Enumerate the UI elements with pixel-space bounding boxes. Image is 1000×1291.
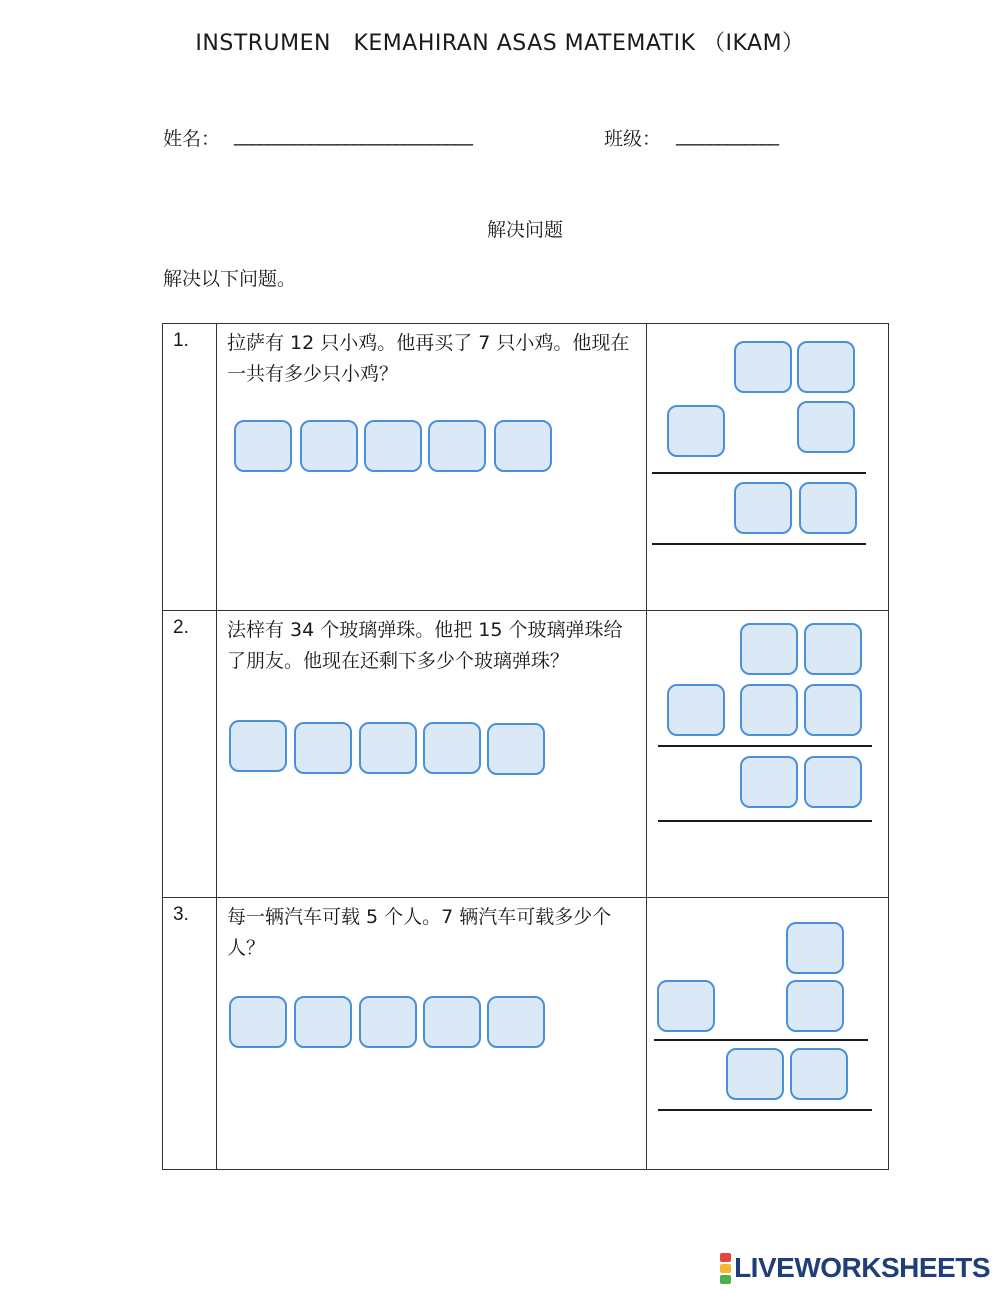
question-number: 1. [163, 324, 217, 611]
calc-line [658, 820, 872, 822]
calc-input-box[interactable] [786, 922, 844, 974]
calc-input-box[interactable] [786, 980, 844, 1032]
question-number: 2. [163, 611, 217, 898]
calc-input-box[interactable] [667, 405, 725, 457]
question-cell [217, 898, 647, 1170]
logo-block-icon [720, 1275, 731, 1284]
answer-input-box[interactable] [423, 722, 481, 774]
calc-input-box[interactable] [740, 756, 798, 808]
answer-input-box[interactable] [229, 720, 287, 772]
answer-input-box[interactable] [423, 996, 481, 1048]
calculation-cell [647, 324, 889, 611]
logo-block-icon [720, 1253, 731, 1262]
calc-input-box[interactable] [734, 482, 792, 534]
calc-line [652, 543, 866, 545]
calc-input-box[interactable] [667, 684, 725, 736]
calculation-cell [647, 611, 889, 898]
page-title: INSTRUMEN KEMAHIRAN ASAS MATEMATIK （IKAM） [195, 31, 805, 56]
question-row [163, 324, 889, 611]
answer-input-box[interactable] [294, 722, 352, 774]
calc-input-box[interactable] [726, 1048, 784, 1100]
calculation-cell [647, 898, 889, 1170]
answer-input-box[interactable] [294, 996, 352, 1048]
calc-input-box[interactable] [734, 341, 792, 393]
answer-input-box[interactable] [359, 722, 417, 774]
calc-input-box[interactable] [804, 684, 862, 736]
question-row [163, 898, 889, 1170]
calc-input-box[interactable] [740, 623, 798, 675]
calc-input-box[interactable] [797, 341, 855, 393]
calc-input-box[interactable] [790, 1048, 848, 1100]
question-cell [217, 611, 647, 898]
calc-input-box[interactable] [740, 684, 798, 736]
question-text: 每一辆汽车可载 5 个人。7 辆汽车可载多少个人？ [227, 906, 612, 959]
answer-input-box[interactable] [229, 996, 287, 1048]
question-number: 3. [163, 898, 217, 1170]
question-cell [217, 324, 647, 611]
logo-text: LIVEWORKSHEETS [734, 1252, 990, 1283]
question-row [163, 611, 889, 898]
instruction-text: 解决以下问题。 [163, 268, 297, 290]
name-label: 姓名： [163, 128, 221, 150]
answer-input-box[interactable] [428, 420, 486, 472]
calc-line [658, 745, 872, 747]
section-title: 解决问题 [486, 219, 563, 241]
liveworksheets-logo[interactable] [720, 1251, 990, 1285]
calc-input-box[interactable] [799, 482, 857, 534]
calc-input-box[interactable] [804, 756, 862, 808]
class-field[interactable]: ____________ [676, 124, 778, 146]
class-label: 班级： [604, 128, 662, 150]
calc-input-box[interactable] [804, 623, 862, 675]
answer-input-box[interactable] [359, 996, 417, 1048]
calc-input-box[interactable] [797, 401, 855, 453]
question-table [162, 323, 889, 1170]
answer-input-box[interactable] [300, 420, 358, 472]
name-field[interactable]: ____________________________ [234, 124, 472, 146]
question-text: 法梓有 34 个玻璃弹珠。他把 15 个玻璃弹珠给了朋友。他现在还剩下多少个玻璃弹珠？ [227, 619, 623, 672]
calc-line [658, 1109, 872, 1111]
question-text: 拉萨有 12 只小鸡。他再买了 7 只小鸡。他现在一共有多少只小鸡？ [227, 332, 630, 385]
calc-line [654, 1039, 868, 1041]
answer-input-box[interactable] [494, 420, 552, 472]
answer-input-box[interactable] [487, 723, 545, 775]
liveworksheets-logo-icon [720, 1252, 731, 1285]
answer-input-box[interactable] [487, 996, 545, 1048]
calc-line [652, 472, 866, 474]
calc-input-box[interactable] [657, 980, 715, 1032]
logo-block-icon [720, 1264, 731, 1273]
answer-input-box[interactable] [364, 420, 422, 472]
answer-input-box[interactable] [234, 420, 292, 472]
